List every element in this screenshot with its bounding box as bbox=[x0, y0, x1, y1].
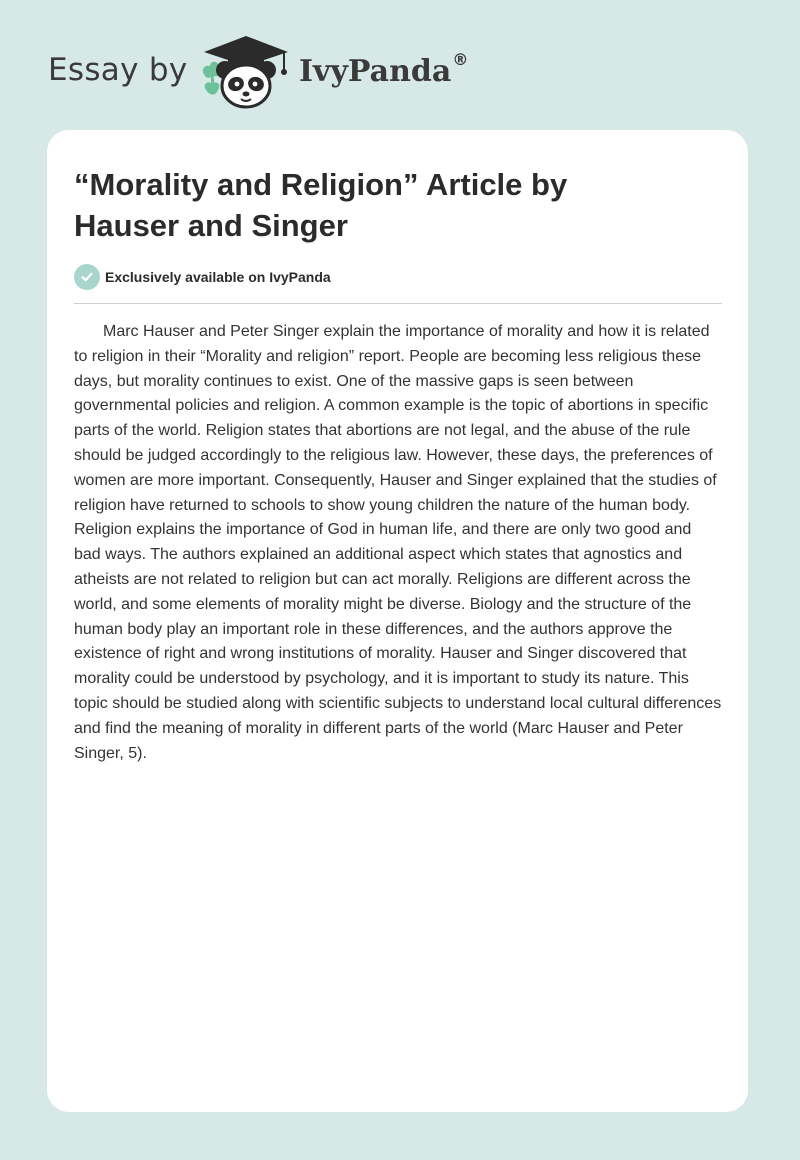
brand-logo-text[interactable] bbox=[299, 50, 469, 89]
page-title: “Morality and Religion” Article by Hauser and Singer bbox=[74, 167, 568, 243]
divider bbox=[74, 303, 722, 304]
registered-mark: ® bbox=[452, 50, 469, 69]
panda-graduate-icon[interactable] bbox=[198, 34, 294, 110]
check-circle-icon bbox=[74, 264, 100, 290]
exclusive-notice bbox=[74, 264, 331, 290]
essay-card bbox=[47, 130, 748, 1112]
site-header bbox=[48, 34, 508, 110]
brand-name: IvyPanda bbox=[299, 54, 452, 89]
essay-by-label: Essay by bbox=[48, 52, 188, 88]
exclusive-label: Exclusively available on IvyPanda bbox=[105, 269, 331, 285]
essay-body-paragraph: Marc Hauser and Peter Singer explain the importance of morality and how it is related to religion in their “Morality and religion” report. People are becoming less religious these days, but morality continues to exist. One of the massive gaps is seen between governmental policies and religion. A common example is the topic of abortions in specific parts of the world. Religion states that abortions are not legal, and the abuse of the rule should be judged accordingly to the religious law. However, these days, the preferences of women are more important. Consequently, Hauser and Singer explained that the studies of religion have returned to schools to show young children the nature of the human body. Religion explains the importance of God in human life, and there are only two good and bad ways. The authors explained an additional aspect which states that agnostics and atheists are not related to religion but can act morally. Religions are different across the world, and some elements of morality might be diverse. Biology and the structure of the human body play an important role in these differences, and the authors approve the existence of right and wrong institutions of morality. Hauser and Singer discovered that morality could be understood by psychology, and it is important to study its nature. This topic should be studied along with scientific subjects to understand local cultural differences and find the meaning of morality in different parts of the world (Marc Hauser and Peter Singer, 5). bbox=[74, 323, 722, 762]
